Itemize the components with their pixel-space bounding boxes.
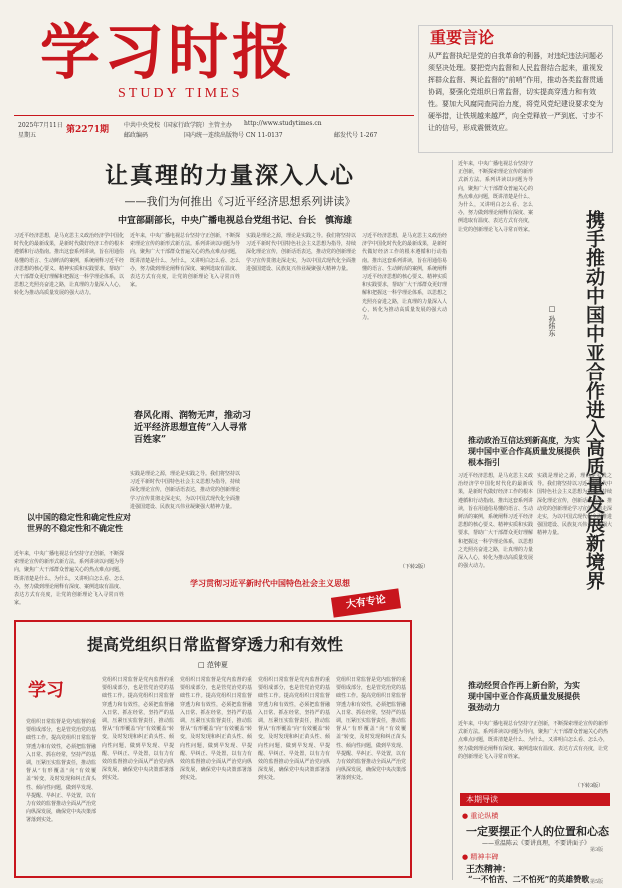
index-title-2b[interactable]: “一不怕苦、二不怕死”的英雄赞歌 [468,874,590,884]
supervision-text-col-3: 党组织日常监督是党内监督的重要组成部分，也是管党治党的基础性工作。提高党组织日常监督穿透力和有效性，必须把监督融入日常、抓在经常，坚持严的基调，压紧压实监督责任，推动监督从“有形覆盖”向“有效覆盖”转变，及时发现和纠正苗头性、倾向性问题，做到早发现、早提醒、早纠正、早处置，以有力有效的监督推动全面从严治党向纵深发展，确保党中央决策部署落到实处。 [180,677,252,782]
index-page-1: 第3版 [590,847,604,853]
publisher: 中共中央党校（国家行政学院）主管主办 [124,122,233,129]
side-pull-quote-1: 推动政治互信达到新高度，为实现中国中亚合作高质量发展提供根本指引 [468,435,580,467]
main-continued: （下转2版） [400,564,429,570]
index-subtitle-1: ——重温陈云《要讲真理，不要讲面子》 [482,840,591,847]
series-stamp: 大有专论 [331,588,401,617]
side-text-col-3: 实践是理论之源，理论是实践之导。我们将坚持以习近平新时代中国特色社会主义思想为指导，持续深化理论宣传，创新话语表达，推动党的创新理论学习宣传贯彻走深走实，为以中国式现代化全面推进强国建设、民族复兴伟业凝聚强大精神力量。 [537,473,613,537]
index-title-1[interactable]: 一定要摆正个人的位置和心态 [466,825,609,838]
serial-code: 国内统一连续出版物号 CN 11-0137 [184,132,283,139]
index-title-2[interactable]: 王杰精神： [466,865,512,875]
main-authors: 中宣部副部长，中央广播电视总台党组书记、台长 慎海雄 [117,216,352,226]
left-pull-quote: 以中国的稳定性和确定性应对世界的不稳定性和不确定性 [27,512,131,533]
side-pull-quote-2: 推动经贸合作再上新台阶，为实现中国中亚合作高质量发展提供强劲动力 [468,680,580,712]
masthead-english: STUDY TIMES [118,86,243,101]
supervision-headline: 提高党组织日常监督穿透力和有效性 [86,635,343,654]
column-divider [452,160,453,880]
website-url[interactable]: http://www.studytimes.cn [244,120,322,127]
site-label: 邮政编码 [124,132,149,139]
masthead-logo: 学习时报 [40,18,296,88]
index-section-2: ● 精神丰碑 [462,853,499,861]
side-text-col-1: 近年来，中央广播电视总台坚持守正创新，不断探索理论宣传的新形式新方法。系列讲读以问题为导向，聚焦广大干部群众普遍关心的热点难点问题，既讲清楚是什么、为什么，又讲明白怎么看、怎么办，努力做到理论阐释有深度、案例选取有温度、表达方式有亮度，让党的创新理论飞入寻常百姓家。 [458,161,534,233]
index-header: 本期导读 [460,793,610,806]
main-text-col-3: 实践是理论之源，理论是实践之导。我们将坚持以习近平新时代中国特色社会主义思想为指导，持续深化理论宣传，创新话语表达，推动党的创新理论学习宣传贯彻走深走实，为以中国式现代化全面推进强国建设、民族复兴伟业凝聚强大精神力量。 [246,233,357,272]
post-code: 邮发代号 1-267 [334,132,378,139]
supervision-author: □ 范钟夏 [198,661,228,669]
side-headline: 携手推动中国中亚合作进入高质量发展新境界 [583,210,605,590]
side-text-col-4: 近年来，中央广播电视总台坚持守正创新，不断探索理论宣传的新形式新方法。系列讲读以问题为导向，聚焦广大干部群众普遍关心的热点难点问题，既讲清楚是什么、为什么，又讲明白怎么看、怎么办，努力做到理论阐释有深度、案例选取有温度、表达方式有亮度，让党的创新理论飞入寻常百姓家。 [458,721,609,760]
main-text-col-1b: 近年来，中央广播电视总台坚持守正创新，不断探索理论宣传的新形式新方法。系列讲读以问题为导向，聚焦广大干部群众普遍关心的热点难点问题，既讲清楚是什么、为什么，又讲明白怎么看、怎么办，努力做到理论阐释有深度、案例选取有温度、表达方式有亮度，让党的创新理论飞入寻常百姓家。 [14,551,125,607]
weekday: 星期五 [18,132,37,139]
main-text-col-2: 近年来，中央广播电视总台坚持守正创新，不断探索理论宣传的新形式新方法。系列讲读以问题为导向，聚焦广大干部群众普遍关心的热点难点问题，既讲清楚是什么、为什么，又讲明白怎么看、怎么办，努力做到理论阐释有深度、案例选取有温度、表达方式有亮度，让党的创新理论飞入寻常百姓家。 [130,233,241,289]
side-continued: （下转3版） [575,783,604,789]
supervision-text-col-4: 党组织日常监督是党内监督的重要组成部分，也是管党治党的基础性工作。提高党组织日常监督穿透力和有效性，必须把监督融入日常、抓在经常，坚持严的基调，压紧压实监督责任，推动监督从“有形覆盖”向“有效覆盖”转变，及时发现和纠正苗头性、倾向性问题，做到早发现、早提醒、早纠正、早处置，以有力有效的监督推动全面从严治党向纵深发展，确保党中央决策部署落到实处。 [258,677,330,782]
supervision-text-col-1: 党组织日常监督是党内监督的重要组成部分，也是管党治党的基础性工作。提高党组织日常监督穿透力和有效性，必须把监督融入日常、抓在经常，坚持严的基调，压紧压实监督责任，推动监督从“有形覆盖”向“有效覆盖”转变，及时发现和纠正苗头性、倾向性问题，做到早发现、早提醒、早纠正、早处置，以有力有效的监督推动全面从严治党向纵深发展，确保党中央决策部署落到实处。 [26,719,97,824]
study-logo: 学习 [28,680,64,701]
main-text-col-2b: 实践是理论之源，理论是实践之导。我们将坚持以习近平新时代中国特色社会主义思想为指导，持续深化理论宣传，创新话语表达，推动党的创新理论学习宣传贯彻走深走实，为以中国式现代化全面推进强国建设、民族复兴伟业凝聚强大精神力量。 [130,471,241,510]
index-page-2: 第5版 [590,879,604,885]
side-author: □ 孙炜东 [548,305,556,337]
important-remarks-title: 重要言论 [430,28,495,47]
side-text-col-2: 习近平经济思想，是马克思主义政治经济学中国化时代化的最新成果，是新时代做好经济工作的根本遵循和行动指南。推出这套系列讲读，旨在用通俗易懂的语言、生动鲜活的案例，系统阐释习近平经济思想的核心要义、精神实质和实践要求，帮助广大干部群众更好理解和把握这一科学理论体系，以思想之光照亮奋进之路，让真理的力量深入人心，转化为推动高质量发展的强大动力。 [458,473,534,570]
date: 2025年7月11日 [18,122,63,129]
supervision-text-col-5: 党组织日常监督是党内监督的重要组成部分，也是管党治党的基础性工作。提高党组织日常监督穿透力和有效性，必须把监督融入日常、抓在经常，坚持严的基调，压紧压实监督责任，推动监督从“有形覆盖”向“有效覆盖”转变，及时发现和纠正苗头性、倾向性问题，做到早发现、早提醒、早纠正、早处置，以有力有效的监督推动全面从严治党向纵深发展，确保党中央决策部署落到实处。 [336,677,407,782]
main-pull-quote: 春风化雨、润物无声，推动习近平经济思想宣传“入人寻常百姓家” [134,411,252,445]
masthead-info [14,115,414,145]
index-section-1: ● 重论纵横 [462,812,499,820]
main-headline: 让真理的力量深入人心 [105,163,355,189]
main-subheadline: ——我们为何推出《习近平经济思想系列讲读》 [124,195,356,208]
supervision-text-col-2: 党组织日常监督是党内监督的重要组成部分，也是管党治党的基础性工作。提高党组织日常监督穿透力和有效性，必须把监督融入日常、抓在经常，坚持严的基调，压紧压实监督责任，推动监督从“有形覆盖”向“有效覆盖”转变，及时发现和纠正苗头性、倾向性问题，做到早发现、早提醒、早纠正、早处置，以有力有效的监督推动全面从严治党向纵深发展，确保党中央决策部署落到实处。 [102,677,174,782]
issue-number: 第2271期 [66,125,110,135]
main-text-col-4: 习近平经济思想，是马克思主义政治经济学中国化时代化的最新成果，是新时代做好经济工作的根本遵循和行动指南。推出这套系列讲读，旨在用通俗易懂的语言、生动鲜活的案例，系统阐释习近平经济思想的核心要义、精神实质和实践要求，帮助广大干部群众更好理解和把握这一科学理论体系，以思想之光照亮奋进之路，让真理的力量深入人心，转化为推动高质量发展的强大动力。 [362,233,448,322]
important-remarks-text: 从严监督执纪是党的自我革命的利器，对违纪违法问题必须坚决处理。要把党内监督和人民监督结合起来，重视发挥群众监督、舆论监督的“前哨”作用，推动各类监督贯通协调，要强化党组织日常监督，切实提高穿透力和有效性。要加大风腐同查同治力度，将党风党纪建设要求变为硬举措，让铁规越来越严，向全党释放一严到底、寸步不让的信号，形成震慑效应。 [428,52,604,132]
main-text-col-1: 习近平经济思想，是马克思主义政治经济学中国化时代化的最新成果，是新时代做好经济工作的根本遵循和行动指南。推出这套系列讲读，旨在用通俗易懂的语言、生动鲜活的案例，系统阐释习近平经济思想的核心要义、精神实质和实践要求，帮助广大干部群众更好理解和把握这一科学理论体系，以思想之光照亮奋进之路，让真理的力量深入人心，转化为推动高质量发展的强大动力。 [14,233,125,297]
series-banner: 学习贯彻习近平新时代中国特色社会主义思想 [190,578,350,588]
